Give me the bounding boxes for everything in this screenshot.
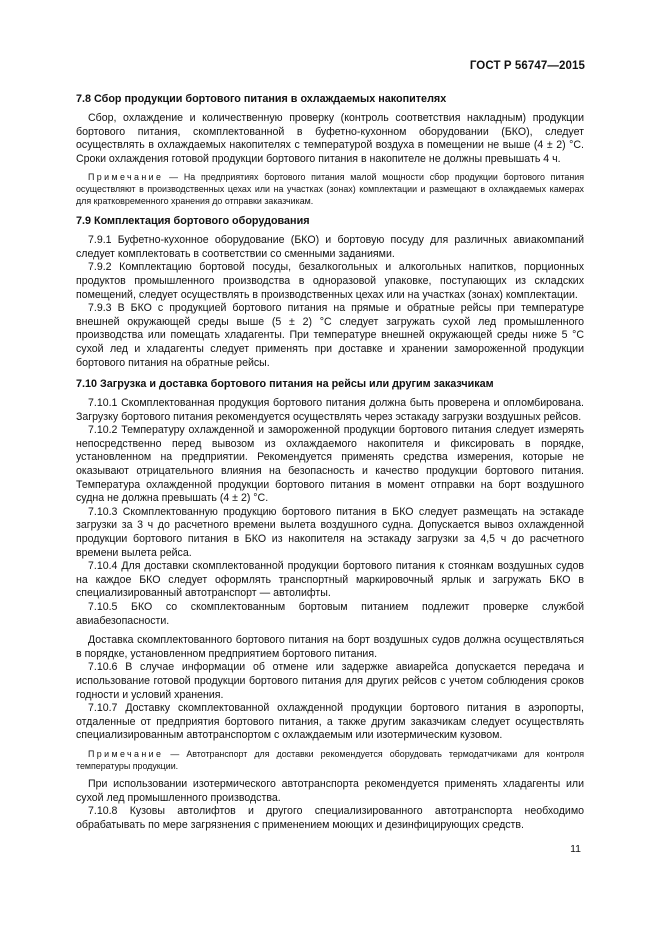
note-label: Примечание	[88, 172, 164, 183]
paragraph-7-9-2: 7.9.2 Комплектацию бортовой посуды, безалкогольных и алкогольных напитков, порционных продуктов промышленного производства в одноразовой упаковке, поступающих из складских помещений, следует осуществлять в производственных цехах или на участках (зонах) комплектации.	[76, 261, 584, 301]
paragraph: При использовании изотермического автотранспорта рекомендуется применять хладагенты или сухой лед промышленного производства.	[76, 778, 584, 804]
section-title: Сбор продукции бортового питания в охлаждаемых накопителях	[94, 93, 447, 105]
section-number: 7.8	[76, 93, 92, 105]
paragraph-7-10-4: 7.10.4 Для доставки скомплектованной продукции бортового питания к стоянкам воздушных судов на каждое БКО следует оформлять транспортный маркировочный ярлык и загружать БКО в специализированный автотранспорт — автолифты.	[76, 560, 584, 600]
section-number: 7.10	[76, 378, 98, 391]
note	[76, 749, 584, 772]
section-title: Комплектация бортового оборудования	[94, 215, 310, 228]
paragraph: Сбор, охлаждение и количественную проверку (контроль соответствия накладным) продукции бортового питания, скомплектованной в буфетно-кухонном оборудовании (БКО), следует осуществлять в охлаждаемых накопителях с температурой воздуха в помещении не выше (4 ± 2) °С. Сроки охлаждения готовой продукции бортового питания в накопителе не должны превышать 4 ч.	[76, 112, 584, 165]
paragraph-7-10-6: 7.10.6 В случае информации об отмене или задержке авиарейса допускается передача и использование готовой продукции бортового питания для других рейсов с учетом соблюдения сроков годности и условий хранения.	[76, 661, 584, 701]
paragraph-7-10-7: 7.10.7 Доставку скомплектованной охлажденной продукции бортового питания в аэропорты, отдаленные от предприятия бортового питания, а также другим заказчикам следует осуществлять специализированным автотранспортом с охлаждаемым или изотермическим кузовом.	[76, 702, 584, 742]
section-heading-7-10	[76, 378, 584, 391]
page-content	[76, 93, 584, 833]
note-label: Примечание	[88, 748, 164, 759]
paragraph-7-9-1: 7.9.1 Буфетно-кухонное оборудование (БКО) и бортовую посуду для различных авиакомпаний следует комплектовать в соответствии со сменными заданиями.	[76, 234, 584, 260]
paragraph: Доставка скомплектованного бортового питания на борт воздушных судов должна осуществляться в порядке, установленном предприятием бортового питания.	[76, 634, 584, 660]
page-number: 11	[570, 843, 581, 855]
section-number: 7.9	[76, 215, 92, 228]
paragraph-7-10-5: 7.10.5 БКО со скомплектованным бортовым питанием подлежит проверке службой авиабезопасности.	[76, 601, 584, 627]
section-heading-7-9	[76, 215, 584, 228]
paragraph-7-9-3: 7.9.3 В БКО с продукцией бортового питания на прямые и обратные рейсы при температуре внешней окружающей среды выше (5 ± 2) °С следует загружать сухой лед промышленного производства или помещать хладагенты. При температуре внешней окружающей среды ниже 5 °С сухой лед и хладагенты следует применять при доставке и хранении замороженной продукции бортового питания на обратные рейсы.	[76, 302, 584, 369]
paragraph-7-10-1: 7.10.1 Скомплектованная продукция бортового питания должна быть проверена и опломбирована. Загрузку бортового питания рекомендуется осуществлять через эстакаду загрузки воздушных рейсов.	[76, 397, 584, 423]
section-heading-7-8	[76, 93, 584, 106]
paragraph-7-10-3: 7.10.3 Скомплектованную продукцию бортового питания в БКО следует размещать на эстакаде загрузки за 3 ч до расчетного времени вылета воздушного судна. Допускается вывоз охлажденной продукции бортового питания в БКО из накопителя на эстакаду загрузки за 4,5 ч до расчетного времени вылета рейса.	[76, 505, 584, 559]
section-title: Загрузка и доставка бортового питания на рейсы или другим заказчикам	[100, 378, 494, 391]
standard-code-header: ГОСТ Р 56747—2015	[469, 60, 585, 72]
paragraph-7-10-8: 7.10.8 Кузовы автолифтов и другого специализированного автотранспорта необходимо обрабатывать по мере загрязнения с применением моющих и дезинфицирующих средств.	[76, 805, 584, 831]
paragraph-7-10-2: 7.10.2 Температуру охлажденной и замороженной продукции бортового питания следует измерять непосредственно перед вывозом из охлаждаемого накопителя и фиксировать в порядке, установленном на предприятии. Рекомендуется применять средства измерения, которые не оказывают отрицательного влияния на безопасность и качество продукции бортового питания. Температура охлажденной продукции бортового питания в момент отправки на борт воздушного судна не должна превышать (4 ± 2) °С.	[76, 424, 584, 505]
note-text: — Автотранспорт для доставки рекомендуется оборудовать термодатчиками для контроля температуры продукции.	[76, 748, 584, 771]
note-text: — На предприятиях бортового питания малой мощности сбор продукции бортового питания осуществляют в производственных цехах или на участках (зонах) комплектации и размещают в охлаждаемых камерах для кратковременного хранения до отправки заказчикам.	[76, 172, 584, 206]
note	[76, 172, 584, 207]
